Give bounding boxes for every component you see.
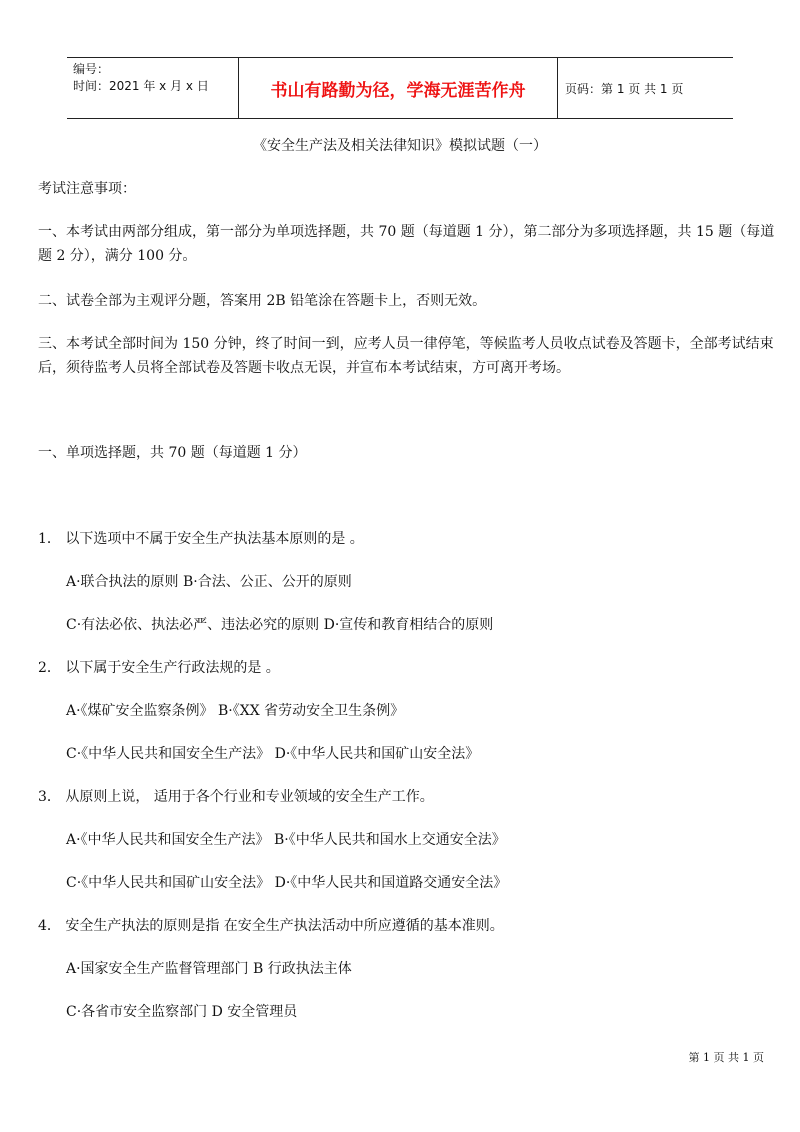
header-motto: 书山有路勤为径，学海无涯苦作舟 xyxy=(270,80,526,101)
note-item: 一、本考试由两部分组成，第一部分为单项选择题，共 70 题（每道题 1 分），第二部分为多项选择题，共 15 题（每道题 2 分），满分 100 分。 xyxy=(38,224,775,264)
question-option: A·《中华人民共和国安全生产法》 B·《中华人民共和国水上交通安全法》 xyxy=(66,832,506,848)
question-option: C·《中华人民共和国矿山安全法》 D·《中华人民共和国道路交通安全法》 xyxy=(66,875,508,891)
question-option: C·有法必依、执法必严、违法必究的原则 D·宣传和教育相结合的原则 xyxy=(66,617,494,633)
question-option: A·《煤矿安全监察条例》 B·《XX 省劳动安全卫生条例》 xyxy=(66,703,405,719)
header-page-label: 页码：第 1 页 共 1 页 xyxy=(565,81,684,96)
question-stem: 2． 以下属于安全生产行政法规的是 。 xyxy=(38,660,280,676)
question-stem: 3． 从原则上说， 适用于各个行业和专业领域的安全生产工作。 xyxy=(38,789,434,805)
question-stem: 4． 安全生产执法的原则是指 在安全生产执法活动中所应遵循的基本准则。 xyxy=(38,918,504,934)
page-footer: 第 1 页 共 1 页 xyxy=(688,1051,764,1064)
question-option: A·联合执法的原则 B·合法、公正、公开的原则 xyxy=(66,574,352,590)
document-title: 《安全生产法及相关法律知识》模拟试题（一） xyxy=(253,138,547,154)
note-item: 三、本考试全部时间为 150 分钟，终了时间一到，应考人员一律停笔，等候监考人员收点试卷及答题卡，全部考试结束后，须待监考人员将全部试卷及答题卡收点无误，并宣布本考试结束，方可离开考场。 xyxy=(38,336,774,376)
notes-heading: 考试注意事项： xyxy=(38,181,136,197)
section-title: 一、单项选择题，共 70 题（每道题 1 分） xyxy=(38,445,307,461)
number-label: 编号： xyxy=(73,62,110,76)
note-item: 二、试卷全部为主观评分题，答案用 2B 铅笔涂在答题卡上，否则无效。 xyxy=(38,293,487,309)
question-option: A·国家安全生产监督管理部门 B 行政执法主体 xyxy=(66,961,352,977)
header-divider xyxy=(557,58,558,118)
document-header xyxy=(67,57,733,119)
question-option: C·《中华人民共和国安全生产法》 D·《中华人民共和国矿山安全法》 xyxy=(66,746,480,762)
question-option: C·各省市安全监察部门 D 安全管理员 xyxy=(66,1004,298,1020)
question-stem: 1． 以下选项中不属于安全生产执法基本原则的是 。 xyxy=(38,531,364,547)
header-meta xyxy=(73,61,209,95)
time-label: 时间：2021 年 x 月 x 日 xyxy=(73,79,209,93)
